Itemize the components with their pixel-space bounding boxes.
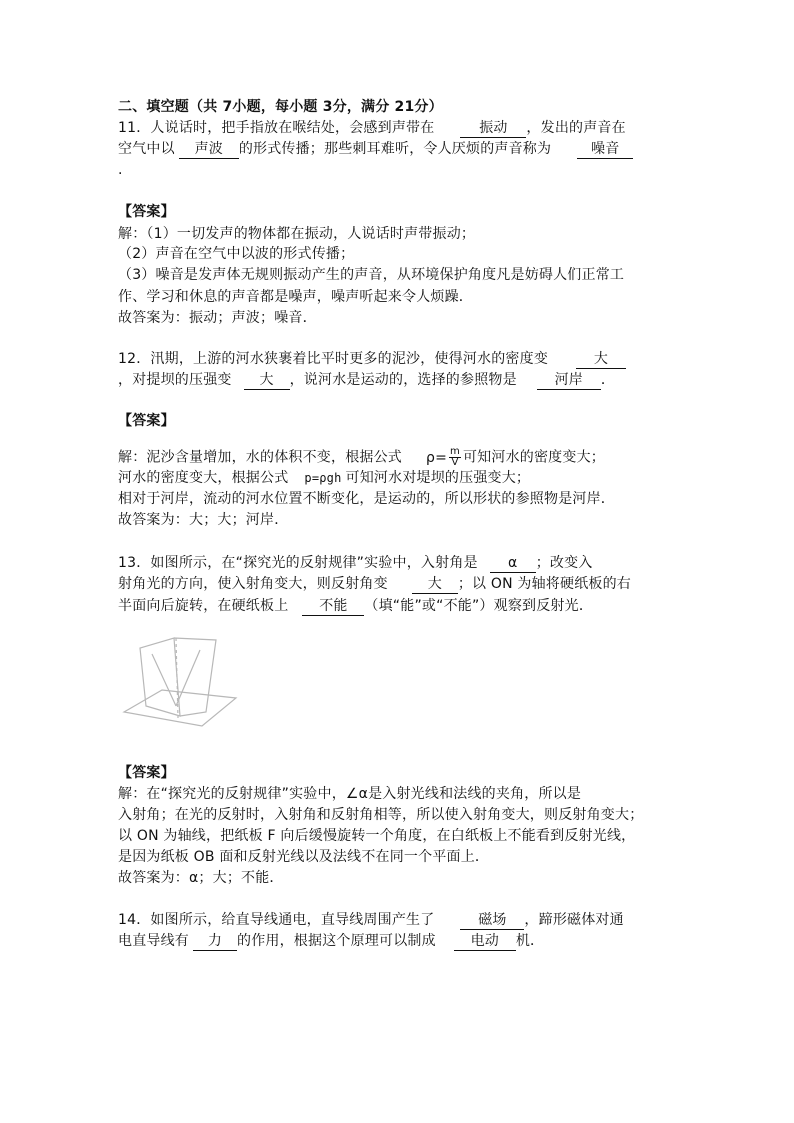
q12-explain-text: 可知河水对堤坝的压强变大； bbox=[345, 470, 531, 486]
density-formula bbox=[426, 446, 463, 468]
answer-label: 【答案】 bbox=[118, 413, 175, 429]
q13-text: 射角光的方向，使入射角变大，则反射角变 bbox=[118, 576, 388, 592]
q13-line-3 bbox=[118, 596, 593, 616]
q12-explain-line bbox=[118, 468, 530, 488]
q11-line-1 bbox=[118, 118, 626, 138]
answer-label: 【答案】 bbox=[118, 765, 175, 781]
formula-numerator: m bbox=[450, 446, 460, 457]
incident-ray bbox=[152, 654, 176, 706]
q12-blank-1: 大 bbox=[576, 351, 626, 369]
q11-explain-line: 解：（1）一切发声的物体都在振动，人说话时声带振动； bbox=[118, 226, 476, 242]
q14-line-1 bbox=[118, 910, 624, 930]
q11-explain-line: （3）噪音是发声体无规则振动产生的声音，从环境保护角度凡是妨碍人们正常工 bbox=[118, 267, 625, 283]
q12-text: ． bbox=[600, 372, 616, 388]
q11-blank-1: 振动 bbox=[460, 120, 526, 138]
q13-explain-line: 是因为纸板 OB 面和反射光线以及法线不在同一个平面上． bbox=[118, 849, 490, 865]
reflected-ray bbox=[176, 650, 200, 706]
formula-denominator: V bbox=[451, 457, 459, 468]
q11-explain-line: 作、学习和休息的声音都是噪声，噪声听起来令人烦躁． bbox=[118, 289, 473, 305]
q14-text: 机． bbox=[515, 933, 545, 949]
q12-explain-text: 可知河水的密度变大； bbox=[462, 449, 605, 466]
q14-text: ，蹄形磁体对通 bbox=[524, 912, 624, 928]
q11-text: 的形式传播；那些刺耳难听，令人厌烦的声音称为 bbox=[238, 141, 552, 157]
q11-text: 空气中以 bbox=[118, 141, 175, 157]
q13-blank-1: α bbox=[490, 555, 536, 573]
q14-text: 14．如图所示，给直导线通电，直导线周围产生了 bbox=[118, 912, 435, 928]
q12-blank-2: 大 bbox=[244, 372, 290, 390]
formula-fraction bbox=[449, 447, 461, 468]
q13-blank-3: 不能 bbox=[302, 598, 364, 616]
q11-blank-2: 声波 bbox=[179, 141, 239, 159]
q14-blank-2: 力 bbox=[193, 933, 237, 951]
q12-explain-text: 河水的密度变大，根据公式 bbox=[118, 470, 289, 486]
q12-explain-text: 解：泥沙含量增加，水的体积不变，根据公式 bbox=[118, 449, 402, 466]
q13-text: 13．如图所示，在“探究光的反射规律”实验中，入射角是 bbox=[118, 555, 478, 571]
q11-line-2 bbox=[118, 139, 633, 159]
q14-text: 的作用，根据这个原理可以制成 bbox=[237, 933, 436, 949]
q14-text: 电直导线有 bbox=[118, 933, 189, 949]
q13-text: ；改变入 bbox=[535, 555, 593, 571]
q13-explain-line: 故答案为：α；大；不能． bbox=[118, 870, 284, 886]
q13-blank-2: 大 bbox=[412, 576, 458, 594]
q13-explain-line: 入射角；在光的反射时，入射角和反射角相等，所以使入射角变大，则反射角变大； bbox=[118, 807, 644, 823]
q13-text: ；以 ON 为轴将硬纸板的右 bbox=[457, 576, 632, 592]
q11-explain-line: 故答案为：振动；声波；噪音． bbox=[118, 310, 317, 326]
reflection-experiment-figure bbox=[118, 620, 240, 738]
q12-explain-line bbox=[118, 447, 605, 468]
q13-explain-line: 解：在“探究光的反射规律”实验中，∠α是入射光线和法线的夹角，所以是 bbox=[118, 786, 582, 802]
q12-explain-line: 故答案为：大；大；河岸． bbox=[118, 512, 289, 528]
q14-blank-3: 电动 bbox=[454, 933, 516, 951]
q12-text: 12．汛期，上游的河水狭裹着比平时更多的泥沙，使得河水的密度变 bbox=[118, 351, 549, 367]
q11-line-3: . bbox=[118, 162, 123, 178]
q12-text: ，对提坝的压强变 bbox=[118, 372, 232, 388]
q13-line-1 bbox=[118, 553, 593, 573]
q11-explain-line: （2）声音在空气中以波的形式传播； bbox=[118, 246, 355, 262]
q14-line-2 bbox=[118, 931, 544, 951]
q11-text: 11．人说话时，把手指放在喉结处，会感到声带在 bbox=[118, 120, 435, 136]
q13-explain-line: 以 ON 为轴线，把纸板 F 向后缓慢旋转一个角度，在白纸板上不能看到反射光线， bbox=[118, 828, 636, 844]
q12-blank-3: 河岸 bbox=[537, 372, 601, 390]
cardboard-left bbox=[140, 638, 180, 716]
formula-lhs: ρ= bbox=[426, 449, 448, 466]
answer-label: 【答案】 bbox=[118, 204, 175, 220]
mirror-cardboard-diagram bbox=[118, 620, 240, 738]
q12-explain-line: 相对于河岸，流动的河水位置不断变化，是运动的，所以形状的参照物是河岸． bbox=[118, 491, 615, 507]
q11-blank-3: 噪音 bbox=[577, 141, 633, 159]
q13-text: （填“能”或“不能”）观察到反射光． bbox=[364, 598, 594, 614]
q14-blank-1: 磁场 bbox=[460, 912, 524, 930]
q12-text: ，说河水是运动的，选择的参照物是 bbox=[289, 372, 517, 388]
pressure-formula: p=ρgh bbox=[304, 471, 342, 485]
q12-line-1 bbox=[118, 349, 626, 369]
q13-text: 半面向后旋转，在硬纸板上 bbox=[118, 598, 289, 614]
section-heading: 二、填空题（共 7小题，每小题 3分，满分 21分） bbox=[118, 99, 443, 115]
cardboard-right bbox=[174, 638, 216, 716]
q12-line-2 bbox=[118, 370, 615, 390]
q11-text: ，发出的声音在 bbox=[526, 120, 626, 136]
q13-line-2 bbox=[118, 574, 631, 594]
